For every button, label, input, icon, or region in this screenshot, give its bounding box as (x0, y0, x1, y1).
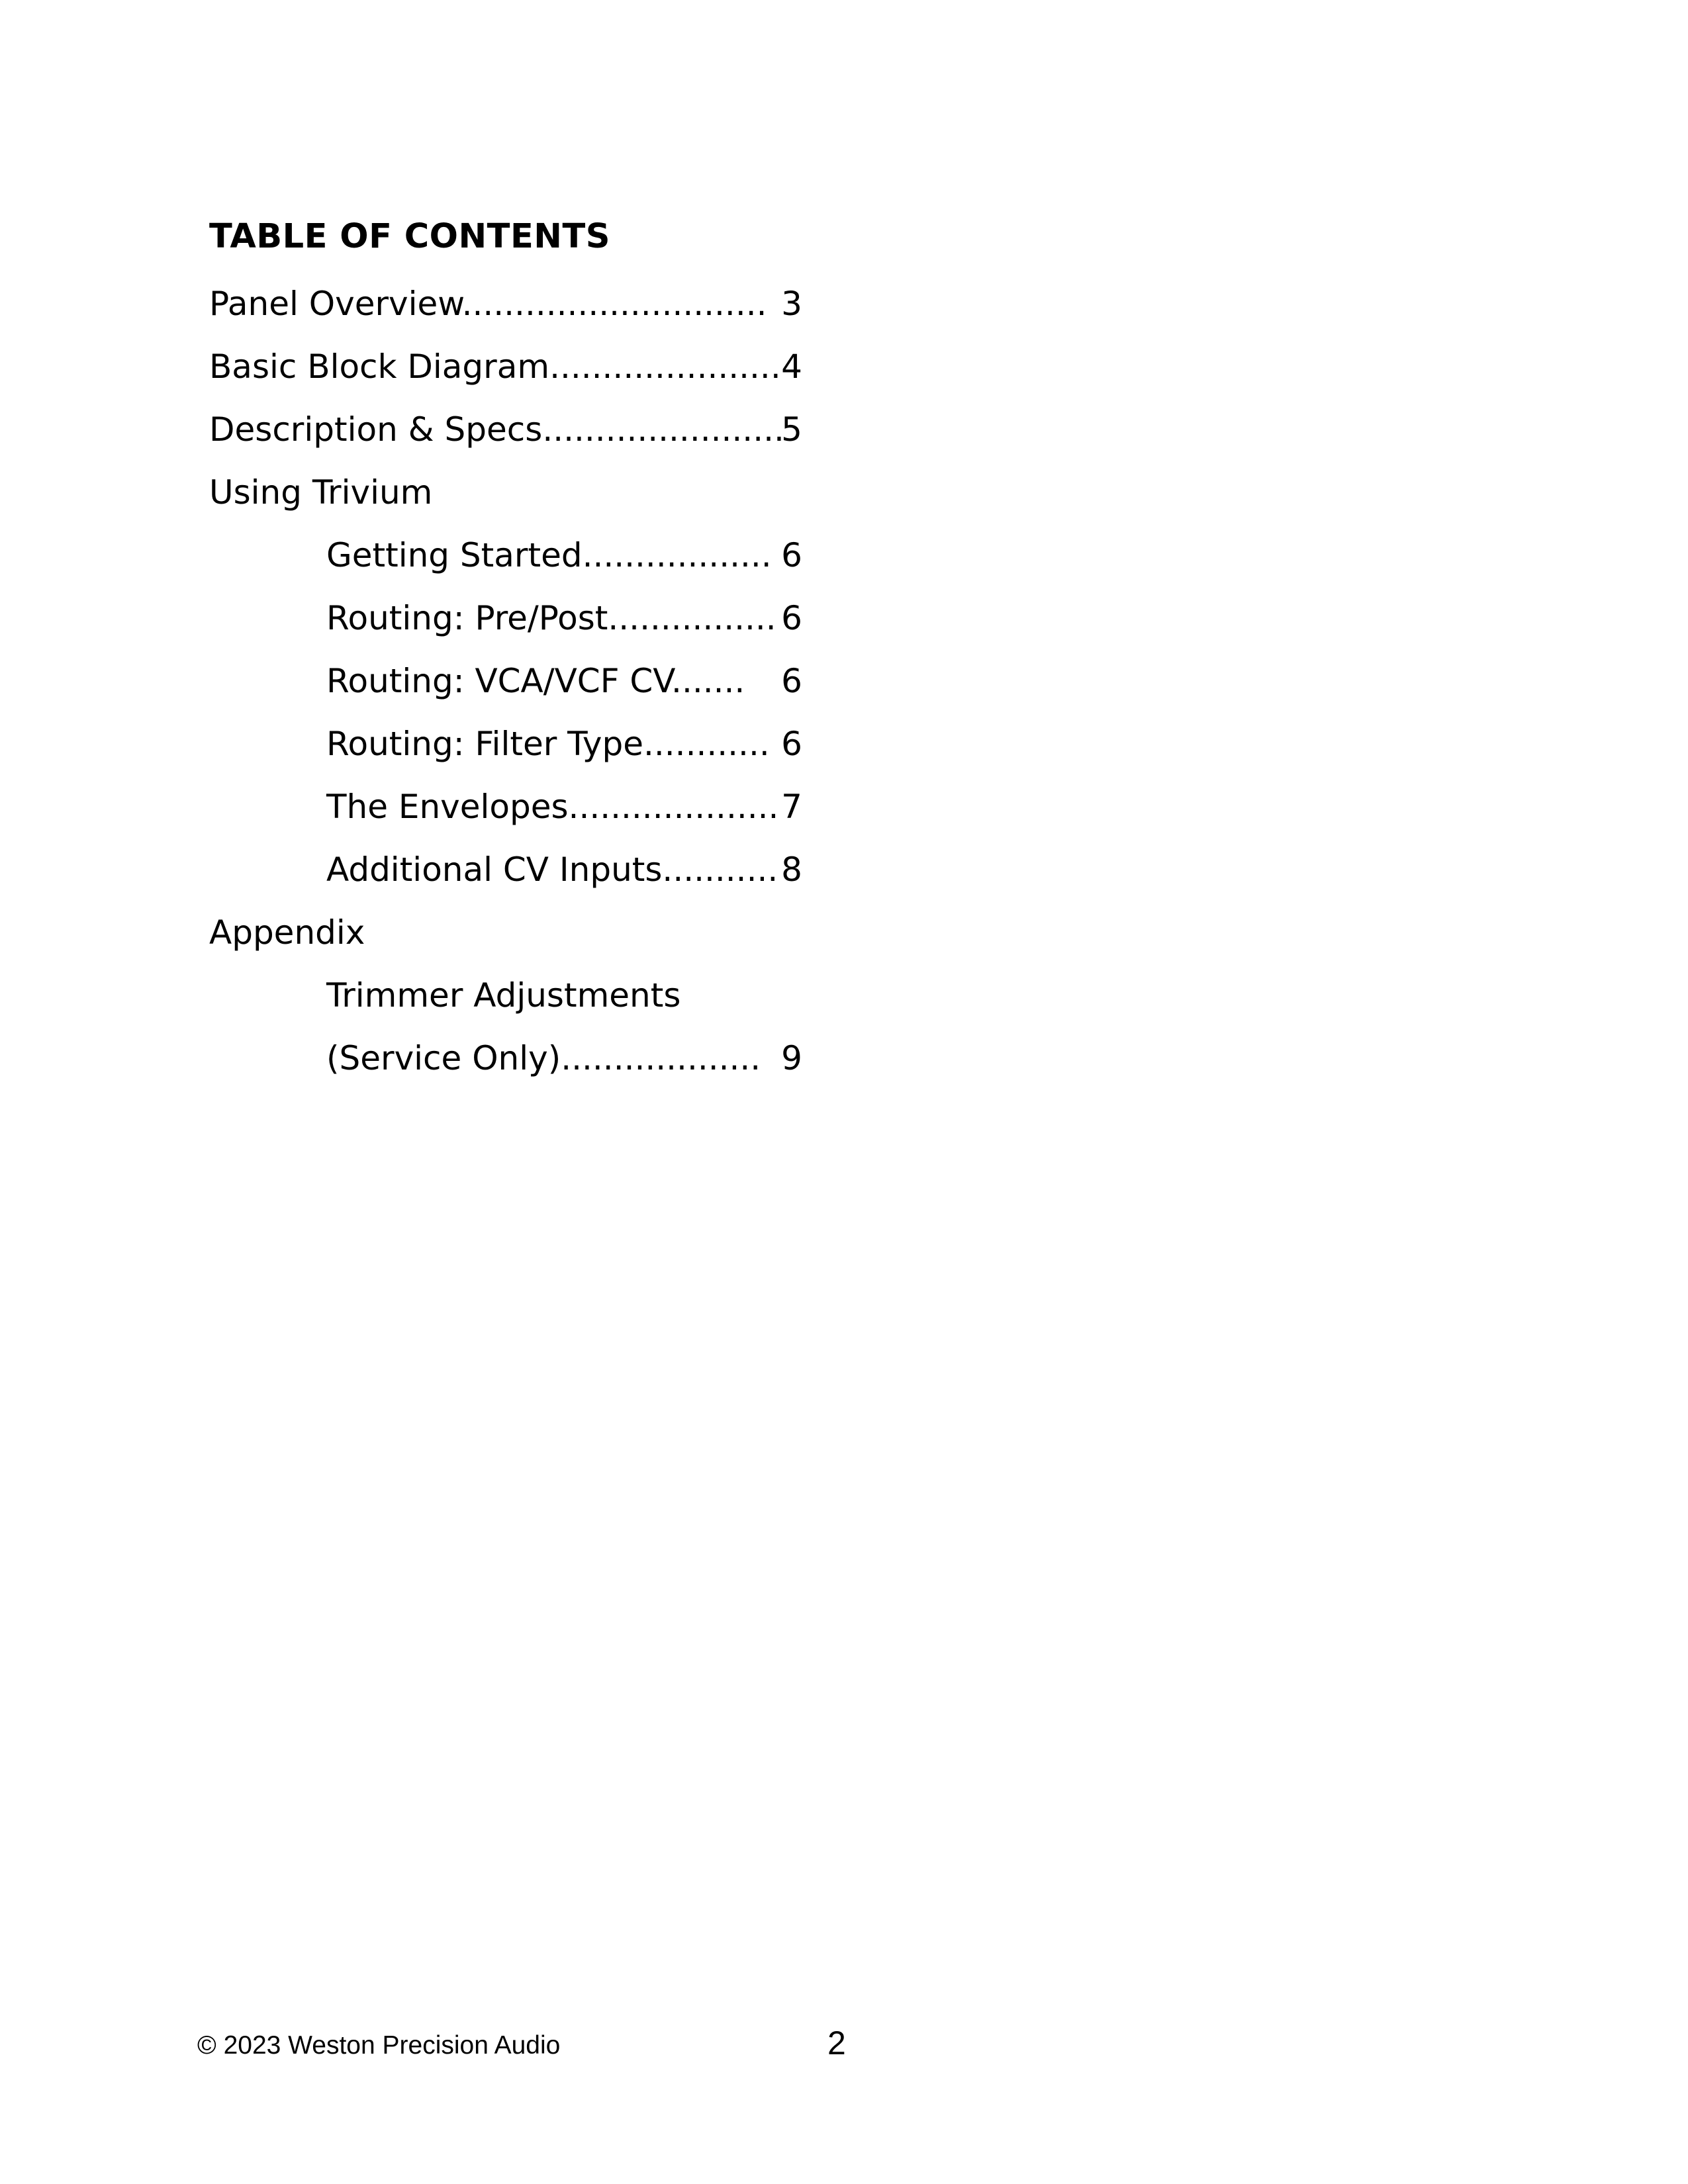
toc-section-title: Using Trivium (209, 473, 433, 512)
toc-entry-title: Routing: Pre/Post................ (326, 599, 776, 637)
toc-entry-page: 6 (781, 662, 802, 700)
toc-entry-title: Panel Overview............................. (209, 285, 767, 323)
toc-entry-page: 4 (781, 347, 802, 386)
toc-entry-title: Trimmer Adjustments (326, 976, 681, 1015)
toc-entry-routing-pre-post (209, 587, 805, 650)
toc-entry-title: Description & Specs....................... (209, 410, 784, 449)
toc-entry-page: 6 (781, 725, 802, 763)
toc-section-title: Appendix (209, 913, 365, 952)
toc-entry-getting-started (209, 524, 805, 587)
toc-entry-page: 7 (781, 788, 802, 826)
toc-entry-service-only (209, 1027, 805, 1090)
toc-entry-panel-overview (209, 273, 805, 336)
toc-entry-title: Getting Started.................. (326, 536, 772, 574)
toc-section-appendix (209, 901, 805, 964)
toc-entry-page: 6 (781, 599, 802, 637)
toc-entry-page: 5 (781, 410, 802, 449)
toc-entry-additional-cv-inputs (209, 839, 805, 901)
toc-entry-title: Additional CV Inputs........... (326, 850, 778, 889)
toc-list (209, 273, 805, 1090)
toc-entry-title: Routing: VCA/VCF CV....... (326, 662, 745, 700)
toc-entry-routing-filter-type (209, 713, 805, 776)
table-of-contents (209, 210, 805, 1090)
footer-copyright: © 2023 Weston Precision Audio (197, 2031, 561, 2060)
toc-entry-trimmer-adjustments (209, 964, 805, 1027)
toc-entry-routing-vca-vcf-cv (209, 650, 805, 713)
toc-section-using-trivium (209, 461, 805, 524)
toc-entry-title: Routing: Filter Type............ (326, 725, 770, 763)
toc-entry-page: 9 (781, 1039, 802, 1077)
toc-entry-the-envelopes (209, 776, 805, 839)
toc-entry-page: 6 (781, 536, 802, 574)
toc-entry-page: 8 (781, 850, 802, 889)
toc-heading: TABLE OF CONTENTS (209, 217, 611, 256)
toc-entry-basic-block-diagram (209, 336, 805, 398)
toc-entry-page: 3 (781, 285, 802, 323)
page-number: 2 (827, 2025, 846, 2062)
toc-entry-title: Basic Block Diagram...................... (209, 347, 781, 386)
toc-entry-title: The Envelopes.................... (326, 788, 779, 826)
toc-entry-description-specs (209, 398, 805, 461)
toc-entry-title: (Service Only)................... (326, 1039, 761, 1077)
